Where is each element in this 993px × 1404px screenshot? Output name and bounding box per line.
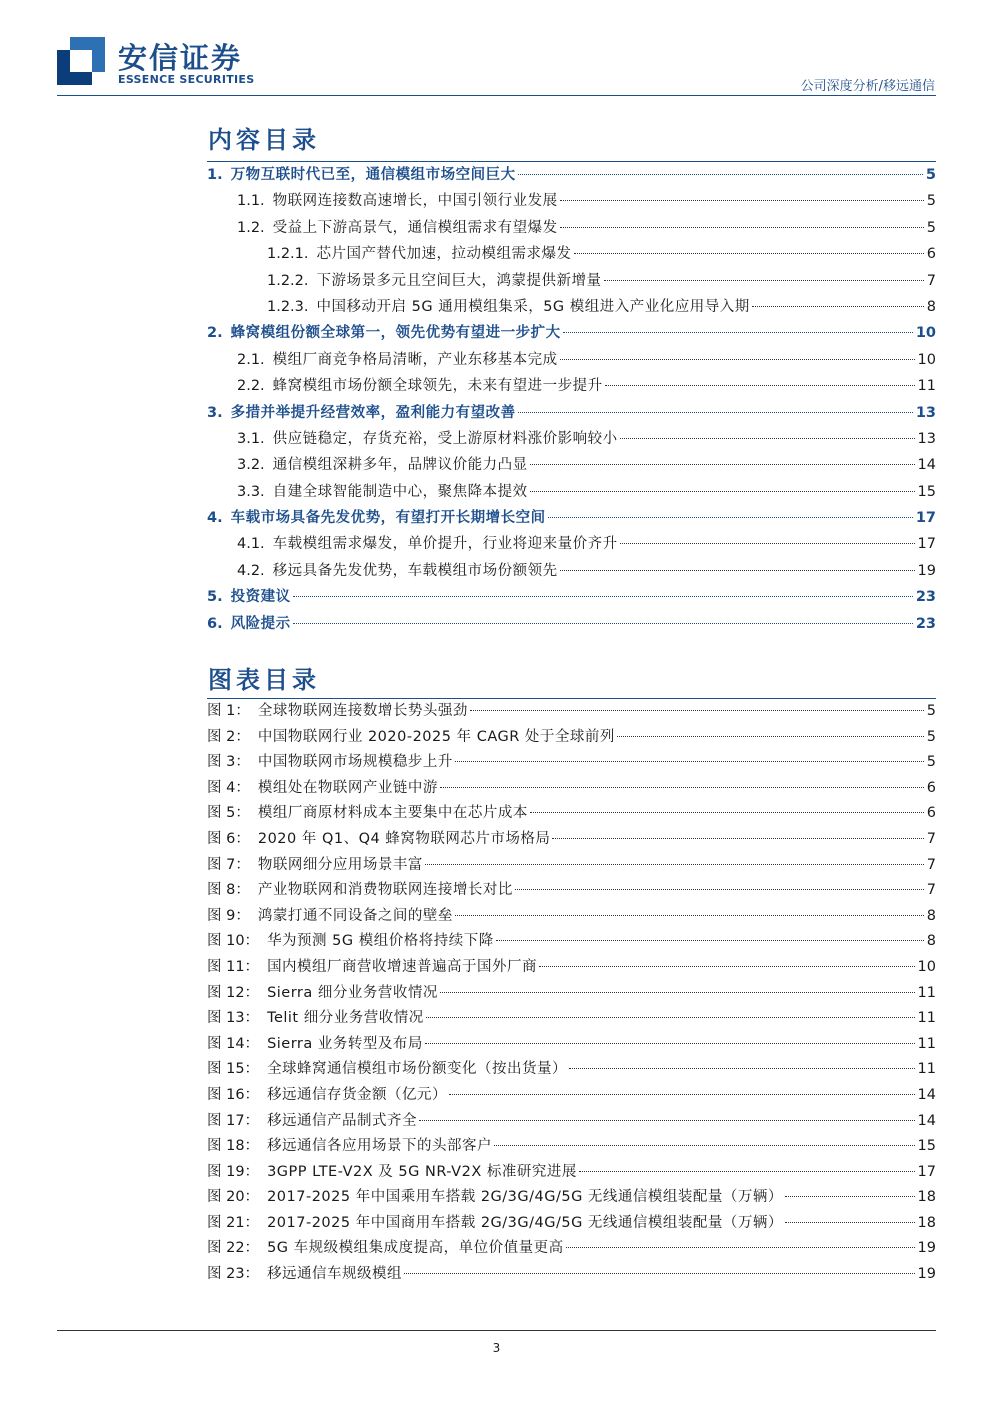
figure-caption: 产业物联网和消费物联网连接增长对比 [257,882,513,899]
figure-caption: 2017-2025 年中国乘用车搭载 2G/3G/4G/5G 无线通信模组装配量（万辆） [267,1189,783,1206]
toc-entry[interactable] [207,505,936,531]
figure-entry[interactable] [207,1211,936,1237]
figure-number: 图 13： [207,1010,260,1027]
page-reference: 8 [926,933,936,950]
dot-leader [548,517,913,518]
page-reference: 6 [926,805,936,822]
page-reference: 7 [926,830,936,847]
figure-entry[interactable] [207,981,936,1007]
toc-entry-text: 移远具备先发优势，车载模组市场份额领先 [272,562,558,579]
page-reference: 6 [926,779,936,796]
figure-number: 图 8： [207,882,250,899]
figure-number: 图 20： [207,1189,260,1206]
toc-entry-number: 1.2. [237,219,265,236]
toc-entry-text: 自建全球智能制造中心，聚焦降本提效 [272,483,528,500]
page-reference: 6 [926,246,936,263]
dot-leader [539,966,914,967]
page-reference: 17 [917,1163,936,1180]
dot-leader [455,915,924,916]
toc-entry[interactable] [207,479,936,505]
page-reference: 11 [917,378,936,395]
toc-entry-text: 芯片国产替代加速，拉动模组需求爆发 [316,246,572,263]
figure-entry[interactable] [207,1185,936,1211]
toc-entry-number: 3. [207,404,223,421]
figure-caption: 2020 年 Q1、Q4 蜂窝物联网芯片市场格局 [257,830,551,847]
figure-caption: 5G 车规级模组集成度提高，单位价值量更高 [267,1240,564,1257]
figure-number: 图 3： [207,754,250,771]
dot-leader [530,812,924,813]
toc-entry-number: 3.3. [237,483,265,500]
page-reference: 23 [915,615,936,632]
figure-caption: 移远通信存货金额（亿元） [267,1086,448,1103]
page-number: 3 [492,1341,501,1355]
toc-entry-text: 中国移动开启 5G 通用模组集采，5G 模组进入产业化应用导入期 [316,298,750,315]
toc-entry-text: 通信模组深耕多年，品牌议价能力凸显 [272,457,528,474]
page-reference: 8 [926,907,936,924]
figure-entry[interactable] [207,878,936,904]
toc-list [207,162,936,637]
figure-caption: 移远通信产品制式齐全 [267,1112,418,1129]
dot-leader [518,412,913,413]
figure-number: 图 4： [207,779,250,796]
figure-entry[interactable] [207,699,936,725]
dot-leader [530,464,915,465]
toc-entry-number: 4.2. [237,562,265,579]
toc-entry-text: 供应链稳定，存货充裕，受上游原材料涨价影响较小 [272,430,618,447]
figure-caption: Sierra 业务转型及布局 [267,1035,423,1052]
figures-title: 图表目录 [208,666,320,694]
dot-leader [605,385,915,386]
figure-caption: 物联网细分应用场景丰富 [257,856,423,873]
toc-entry-number: 4. [207,510,223,527]
page-reference: 7 [926,882,936,899]
figure-number: 图 7： [207,856,250,873]
toc-entry-number: 2.2. [237,378,265,395]
dot-leader [752,306,924,307]
page-reference: 15 [917,1138,936,1155]
toc-entry-number: 1.1. [237,193,265,210]
page-reference: 15 [917,483,936,500]
figure-entry[interactable] [207,955,936,981]
toc-entry-number: 3.2. [237,457,265,474]
figure-entry[interactable] [207,1083,936,1109]
figure-number: 图 16： [207,1086,260,1103]
page-reference: 17 [915,510,936,527]
dot-leader [617,736,924,737]
figure-entry[interactable] [207,853,936,879]
page-reference: 5 [926,703,936,719]
toc-entry-number: 1.2.2. [267,272,309,289]
dot-leader [785,1222,915,1223]
toc-entry[interactable] [207,294,936,320]
figures-list [207,699,936,1288]
figure-caption: 模组厂商原材料成本主要集中在芯片成本 [257,805,528,822]
dot-leader [449,1094,914,1095]
figure-number: 图 9： [207,907,250,924]
figure-number: 图 10： [207,933,260,950]
toc-entry-number: 3.1. [237,430,265,447]
figure-number: 图 1： [207,703,250,719]
toc-entry-text: 受益上下游高景气，通信模组需求有望爆发 [272,219,558,236]
dot-leader [563,332,913,333]
page-reference: 5 [925,167,936,183]
dot-leader [494,1145,914,1146]
toc-entry[interactable] [207,611,936,637]
toc-entry[interactable] [207,320,936,346]
toc-entry[interactable] [207,188,936,214]
toc-entry-text: 多措并举提升经营效率，盈利能力有望改善 [230,404,516,421]
dot-leader [530,491,915,492]
figure-number: 图 18： [207,1138,260,1155]
figure-entry[interactable] [207,1032,936,1058]
figure-number: 图 11： [207,958,260,975]
figure-entry[interactable] [207,1134,936,1160]
toc-title: 内容目录 [208,126,320,154]
page-reference: 10 [917,351,936,368]
toc-entry-number: 2.1. [237,351,265,368]
figure-caption: 模组处在物联网产业链中游 [257,779,438,796]
toc-entry[interactable] [207,584,936,610]
dot-leader [560,359,915,360]
dot-leader [518,174,923,175]
brand-name-cn: 安信证券 [118,41,243,75]
dot-leader [293,596,913,597]
page-reference: 23 [915,589,936,606]
figure-entry[interactable] [207,904,936,930]
dot-leader [425,864,924,865]
dot-leader [620,543,915,544]
figure-caption: 全球蜂窝通信模组市场份额变化（按出货量） [267,1061,568,1078]
toc-entry[interactable] [207,347,936,373]
toc-entry-text: 物联网连接数高速增长，中国引领行业发展 [272,193,558,210]
page-reference: 18 [917,1189,936,1206]
page-reference: 7 [926,856,936,873]
figure-caption: 3GPP LTE-V2X 及 5G NR-V2X 标准研究进展 [267,1163,577,1180]
toc-entry[interactable] [207,373,936,399]
page-reference: 5 [926,193,936,210]
dot-leader [419,1120,914,1121]
toc-entry-text: 风险提示 [230,615,291,632]
figure-number: 图 12： [207,984,260,1001]
toc-entry[interactable] [207,215,936,241]
page-reference: 17 [917,536,936,553]
dot-leader [470,710,924,711]
toc-entry-number: 4.1. [237,536,265,553]
dot-leader [404,1273,914,1274]
dot-leader [496,940,924,941]
figure-number: 图 6： [207,830,250,847]
figure-number: 图 22： [207,1240,260,1257]
figure-caption: 国内模组厂商营收增速普遍高于国外厂商 [267,958,538,975]
page-reference: 5 [926,219,936,236]
toc-entry-number: 1.2.3. [267,298,309,315]
figure-caption: 华为预测 5G 模组价格将持续下降 [267,933,494,950]
dot-leader [620,438,915,439]
toc-entry-text: 车载市场具备先发优势，有望打开长期增长空间 [230,510,546,527]
toc-entry-number: 2. [207,325,223,342]
page-reference: 10 [917,958,936,975]
page-reference: 5 [926,728,936,745]
page-reference: 19 [917,1266,936,1283]
figure-caption: Sierra 细分业务营收情况 [267,984,438,1001]
figure-entry[interactable] [207,1109,936,1135]
figure-caption: 2017-2025 年中国商用车搭载 2G/3G/4G/5G 无线通信模组装配量（万辆） [267,1214,783,1231]
toc-entry-text: 模组厂商竞争格局清晰，产业东移基本完成 [272,351,558,368]
dot-leader [425,1043,915,1044]
figure-entry[interactable] [207,776,936,802]
figure-number: 图 14： [207,1035,260,1052]
page-reference: 8 [926,298,936,315]
figure-caption: Telit 细分业务营收情况 [267,1010,424,1027]
dot-leader [785,1196,915,1197]
dot-leader [604,280,924,281]
figure-entry[interactable] [207,827,936,853]
figure-caption: 全球物联网连接数增长势头强劲 [257,703,468,719]
dot-leader [552,838,923,839]
toc-entry-text: 下游场景多元且空间巨大，鸿蒙提供新增量 [316,272,602,289]
brand-name-en: ESSENCE SECURITIES [118,73,255,86]
figure-number: 图 5： [207,805,250,822]
dot-leader [440,992,915,993]
page-reference: 5 [926,754,936,771]
toc-entry-number: 5. [207,589,223,606]
toc-entry-text: 投资建议 [230,589,291,606]
toc-entry-text: 车载模组需求爆发，单价提升，行业将迎来量价齐升 [272,536,618,553]
footer-divider [57,1330,936,1331]
page-reference: 7 [926,272,936,289]
dot-leader [293,623,913,624]
figure-entry[interactable] [207,725,936,751]
dot-leader [579,1171,915,1172]
figure-entry[interactable] [207,1006,936,1032]
essence-securities-logo-icon [57,37,105,85]
page-reference: 11 [917,1061,936,1078]
page-reference: 11 [917,984,936,1001]
page-reference: 10 [915,325,936,342]
toc-entry[interactable] [207,241,936,267]
toc-entry-text: 万物互联时代已至，通信模组市场空间巨大 [230,167,516,183]
figure-caption: 移远通信车规级模组 [267,1266,403,1283]
figure-number: 图 23： [207,1266,260,1283]
toc-entry[interactable] [207,400,936,426]
toc-entry-text: 蜂窝模组份额全球第一，领先优势有望进一步扩大 [230,325,561,342]
page-reference: 18 [917,1214,936,1231]
figure-entry[interactable] [207,750,936,776]
toc-entry-number: 6. [207,615,223,632]
figure-entry[interactable] [207,801,936,827]
dot-leader [515,889,924,890]
figure-caption: 鸿蒙打通不同设备之间的壁垒 [257,907,453,924]
toc-entry[interactable] [207,162,936,188]
dot-leader [569,1068,914,1069]
page-reference: 13 [917,430,936,447]
toc-entry[interactable] [207,452,936,478]
dot-leader [440,787,924,788]
dot-leader [455,761,924,762]
page-reference: 13 [915,404,936,421]
page-reference: 11 [917,1035,936,1052]
toc-entry[interactable] [207,531,936,557]
toc-entry[interactable] [207,426,936,452]
toc-entry-number: 1. [207,167,223,183]
page-reference: 14 [917,1086,936,1103]
figure-caption: 移远通信各应用场景下的头部客户 [267,1138,493,1155]
figure-caption: 中国物联网行业 2020-2025 年 CAGR 处于全球前列 [257,728,615,745]
dot-leader [560,570,915,571]
report-type: 公司深度分析/移远通信 [800,79,935,94]
dot-leader [560,227,924,228]
figure-entry[interactable] [207,1057,936,1083]
page-reference: 19 [917,562,936,579]
figure-entry[interactable] [207,929,936,955]
page-reference: 14 [917,457,936,474]
figure-number: 图 17： [207,1112,260,1129]
page-reference: 14 [917,1112,936,1129]
dot-leader [566,1247,915,1248]
dot-leader [560,200,924,201]
figure-number: 图 15： [207,1061,260,1078]
dot-leader [574,253,924,254]
header-divider [57,95,936,96]
toc-entry[interactable] [207,558,936,584]
figure-entry[interactable] [207,1236,936,1262]
figure-entry[interactable] [207,1160,936,1186]
page-reference: 11 [917,1010,936,1027]
toc-entry-text: 蜂窝模组市场份额全球领先，未来有望进一步提升 [272,378,603,395]
figure-number: 图 21： [207,1214,260,1231]
page-reference: 19 [917,1240,936,1257]
figure-caption: 中国物联网市场规模稳步上升 [257,754,453,771]
figure-number: 图 19： [207,1163,260,1180]
figure-number: 图 2： [207,728,250,745]
dot-leader [426,1017,915,1018]
figure-entry[interactable] [207,1262,936,1288]
toc-entry-number: 1.2.1. [267,246,309,263]
toc-entry[interactable] [207,268,936,294]
